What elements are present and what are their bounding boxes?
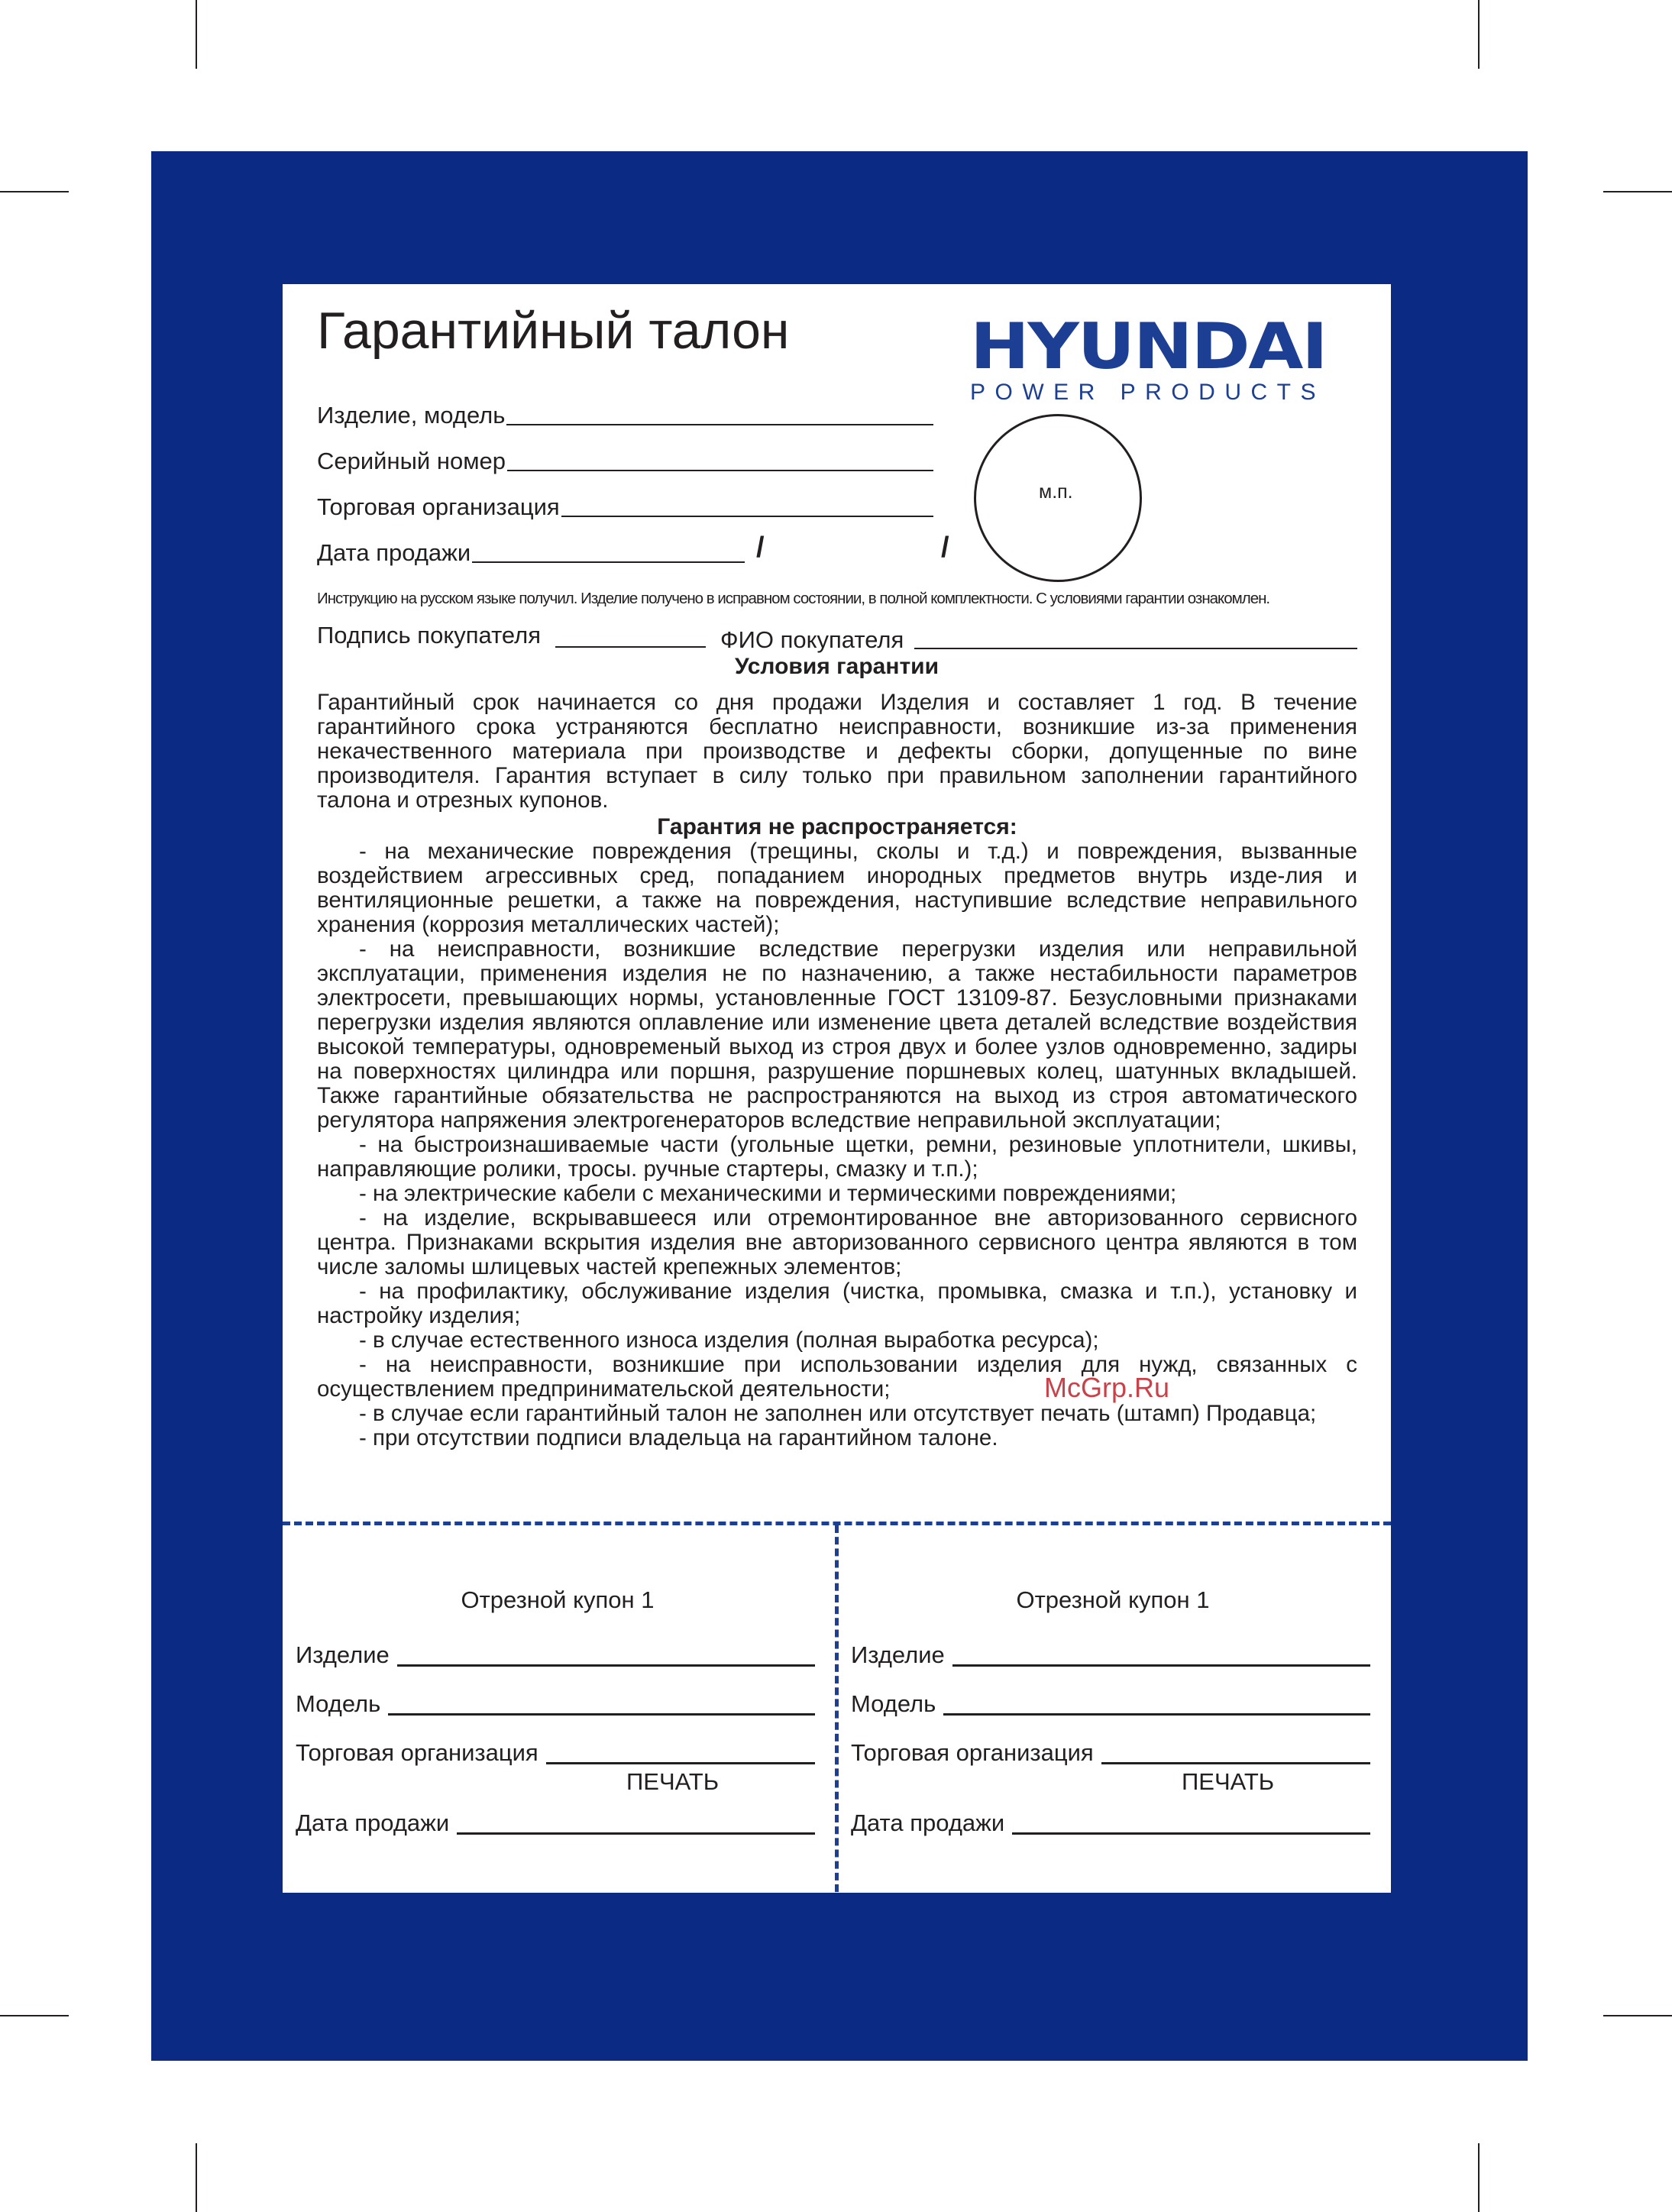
- acknowledgement-text: Инструкцию на русском языке получил. Изделие получено в исправном состоянии, в полной комплектности. С условиями гарантии ознакомлен.: [317, 590, 1270, 607]
- warranty-card: [283, 284, 1391, 1893]
- crop-mark: [1478, 2143, 1480, 2212]
- trade-org-label: Торговая организация: [317, 493, 560, 520]
- conditions-intro: Гарантийный срок начинается со дня продажи Изделия и составляет 1 год. В течение гарантийного срока устраняются бесплатно неисправности, возникшие из-за применения некачественного материала при производстве и дефекты сборки, допущенные по вине производителя. Гарантия вступает в силу только при правильном заполнении гарантийного талона и отрезных купонов.: [317, 690, 1357, 813]
- exclusions-title: Гарантия не распространяется:: [657, 814, 1017, 839]
- crop-mark: [1603, 191, 1672, 192]
- buyer-signature-line[interactable]: [555, 646, 706, 648]
- coupon-print-label: ПЕЧАТЬ: [626, 1768, 720, 1795]
- coupon-trade-org-line[interactable]: [546, 1762, 815, 1764]
- crop-mark: [196, 0, 197, 69]
- exclusion-item: - на механические повреждения (трещины, сколы и т.д.) и повреждения, вызванные воздействием агрессивных сред, попаданием инородных предметов внутрь изде-лия и вентиляционные решетки, а также на повреждения, наступившие вследствие неправильного хранения (коррозия металлических частей);: [317, 839, 1357, 937]
- coupon-product-label: Изделие: [296, 1641, 390, 1668]
- logo-brand: HYUNDAI: [970, 309, 1327, 383]
- coupon-model-line[interactable]: [388, 1713, 815, 1716]
- coupon-model-line[interactable]: [943, 1713, 1370, 1716]
- coupon-title: Отрезной купон 1: [1016, 1586, 1210, 1613]
- coupon-sale-date-label: Дата продажи: [851, 1809, 1005, 1836]
- buyer-signature-label: Подпись покупателя: [317, 622, 542, 648]
- sale-date-label: Дата продажи: [317, 539, 471, 566]
- crop-mark: [196, 2143, 197, 2212]
- page-title: Гарантийный талон: [317, 302, 790, 360]
- coupon-product-field[interactable]: [296, 1638, 815, 1669]
- conditions-body: [317, 690, 1357, 1450]
- date-separator: /: [941, 532, 949, 564]
- exclusion-item: - на неисправности, возникшие вследствие перегрузки изделия или неправильной эксплуатации, применения изделия не по назначению, а также нестабильности параметров электросети, превышающих нормы, установленные ГОСТ 13109-87. Безусловными признаками перегрузки изделия являются оплавление или изменение цвета деталей вследствие воздействия высокой температуры, одновременый выход из строя двух и более узлов одновременно, задиры на поверхностях цилиндра или поршня, разрушение поршневых колец, шатунных вкладышей. Также гарантийные обязательства не распространяются на выход из строя автоматического регулятора напряжения электрогенераторов вследствие неправильной эксплуатации;: [317, 936, 1357, 1133]
- product-model-field[interactable]: [317, 399, 933, 429]
- buyer-name-label: ФИО покупателя: [720, 626, 904, 653]
- coupon-sale-date-line[interactable]: [457, 1832, 815, 1835]
- coupon-print-label: ПЕЧАТЬ: [1182, 1768, 1275, 1795]
- exclusion-item: - в случае если гарантийный талон не заполнен или отсутствует печать (штамп) Продавца;: [359, 1401, 1317, 1426]
- coupon-model-field[interactable]: [296, 1687, 815, 1718]
- serial-number-line[interactable]: [507, 470, 933, 471]
- crop-mark: [0, 2015, 69, 2016]
- sale-date-line[interactable]: [472, 561, 745, 563]
- coupon-title: Отрезной купон 1: [461, 1586, 655, 1613]
- coupon-model-label: Модель: [296, 1690, 381, 1717]
- watermark: McGrp.Ru: [1044, 1372, 1170, 1403]
- coupon-product-line[interactable]: [952, 1664, 1370, 1667]
- conditions-title: Условия гарантии: [734, 654, 939, 679]
- coupon-sale-date-field[interactable]: [296, 1806, 815, 1837]
- coupon-right: [838, 1525, 1388, 1892]
- coupon-trade-org-line[interactable]: [1101, 1762, 1370, 1764]
- serial-number-label: Серийный номер: [317, 448, 506, 474]
- date-separator: /: [756, 532, 765, 564]
- exclusion-item: - при отсутствии подписи владельца на гарантийном талоне.: [359, 1425, 998, 1450]
- coupon-product-line[interactable]: [397, 1664, 815, 1667]
- coupon-sale-date-field[interactable]: [851, 1806, 1370, 1837]
- sale-date-field[interactable]: [317, 536, 745, 567]
- product-model-label: Изделие, модель: [317, 402, 506, 428]
- crop-mark: [1603, 2015, 1672, 2016]
- stamp-label: м.п.: [1039, 481, 1073, 503]
- trade-org-line[interactable]: [561, 516, 933, 517]
- coupon-trade-org-label: Торговая организация: [296, 1739, 538, 1766]
- buyer-name-line[interactable]: [914, 648, 1357, 649]
- coupon-left: [283, 1525, 833, 1892]
- hyundai-logo: [970, 309, 1356, 406]
- coupon-trade-org-label: Торговая организация: [851, 1739, 1094, 1766]
- logo-subtitle: POWER PRODUCTS: [970, 380, 1326, 405]
- coupon-sale-date-line[interactable]: [1012, 1832, 1370, 1835]
- coupon-sale-date-label: Дата продажи: [296, 1809, 450, 1836]
- trade-org-field[interactable]: [317, 490, 933, 521]
- exclusion-item: - на быстроизнашиваемые части (угольные щетки, ремни, резиновые уплотнители, шкивы, направляющие ролики, тросы. ручные стартеры, смазку и т.п.);: [317, 1132, 1357, 1182]
- coupon-trade-org-field[interactable]: [851, 1736, 1370, 1767]
- exclusion-item: - в случае естественного износа изделия (полная выработка ресурса);: [359, 1328, 1099, 1353]
- coupon-model-label: Модель: [851, 1690, 936, 1717]
- exclusion-item: - на профилактику, обслуживание изделия (чистка, промывка, смазка и т.п.), установку и настройку изделия;: [317, 1279, 1357, 1328]
- crop-mark: [1478, 0, 1480, 69]
- coupon-trade-org-field[interactable]: [296, 1736, 815, 1767]
- coupon-product-field[interactable]: [851, 1638, 1370, 1669]
- product-model-line[interactable]: [506, 424, 933, 425]
- exclusion-item: - на изделие, вскрывавшееся или отремонтированное вне авторизованного сервисного центра. Признаками вскрытия изделия вне авторизованного сервисного центра являются в том числе заломы шлицевых частей крепежных элементов;: [317, 1205, 1357, 1279]
- serial-number-field[interactable]: [317, 445, 933, 475]
- coupon-product-label: Изделие: [851, 1641, 945, 1668]
- crop-mark: [0, 191, 69, 192]
- coupon-model-field[interactable]: [851, 1687, 1370, 1718]
- exclusion-item: - на неисправности, возникшие при использовании изделия для нужд, связанных с осуществлением предпринимательской деятельности;: [317, 1352, 1357, 1402]
- exclusion-item: - на электрические кабели с механическими и термическими повреждениями;: [359, 1181, 1177, 1206]
